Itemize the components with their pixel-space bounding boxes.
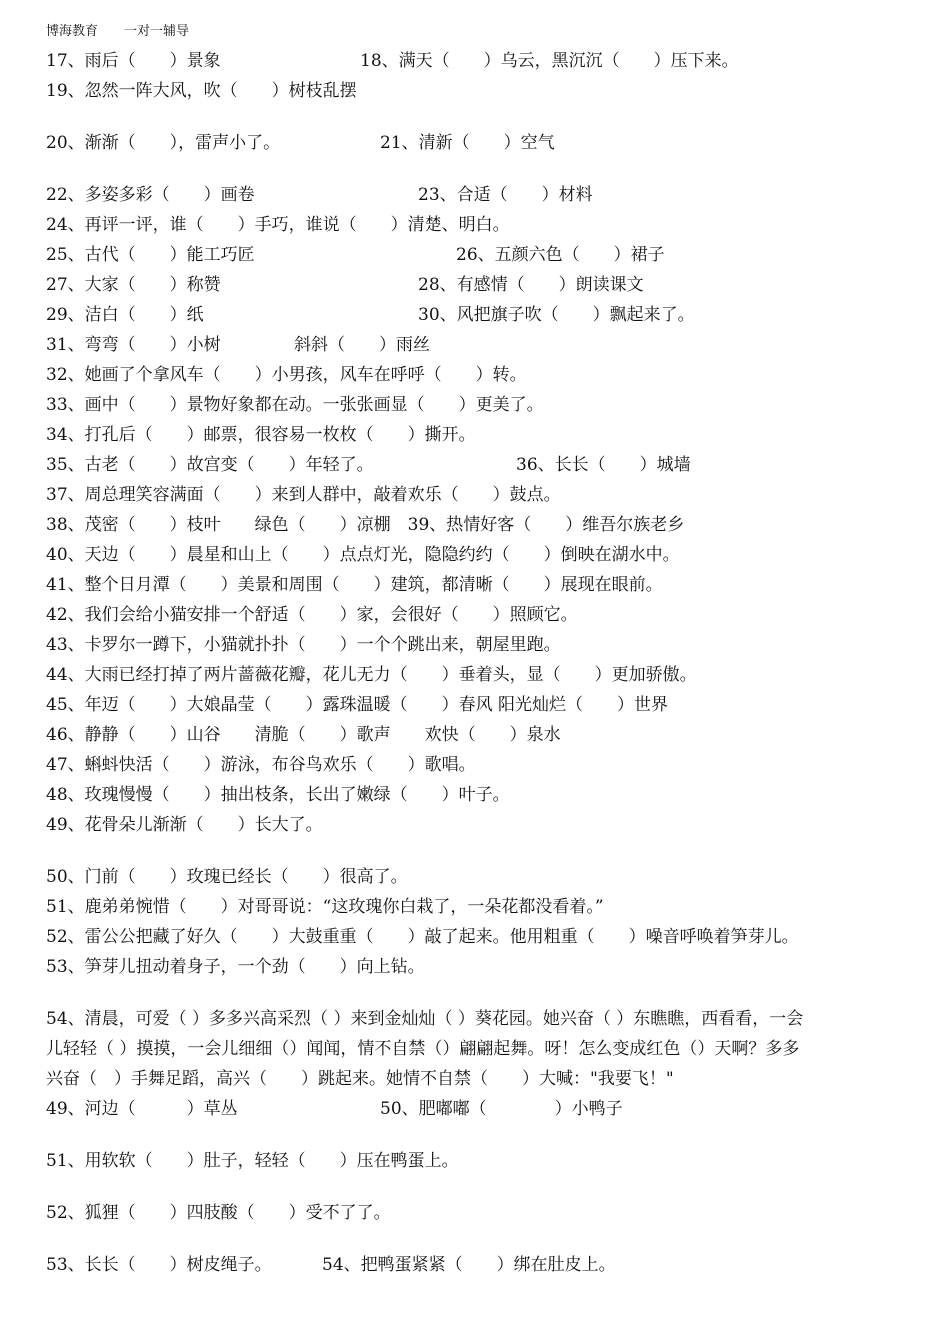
exercise-line	[46, 926, 799, 948]
exercise-line	[46, 604, 578, 626]
exercise-item: 49、河边（ ）草丛	[46, 1099, 238, 1119]
exercise-line	[46, 514, 684, 536]
exercise-line	[46, 454, 691, 476]
exercise-item: 53、笋芽儿扭动着身子，一个劲（ ）向上钻。	[46, 957, 425, 977]
exercise-item: 兴奋（ ）手舞足蹈，高兴（ ）跳起来。她情不自禁（ ）大喊："我要飞！"	[46, 1069, 674, 1089]
exercise-item: 36、长长（ ）城墙	[516, 455, 691, 475]
exercise-item: 52、狐狸（ ）四肢酸（ ）受不了了。	[46, 1203, 391, 1223]
exercise-item: 25、古代（ ）能工巧匠	[46, 245, 255, 265]
exercise-item: 53、长长（ ）树皮绳子。	[46, 1255, 272, 1275]
exercise-item: 52、雷公公把藏了好久（ ）大鼓重重（ ）敲了起来。他用粗重（ ）噪音呼唤着笋芽儿。	[46, 927, 799, 947]
exercise-line	[46, 1202, 391, 1224]
exercise-item: 37、周总理笑容满面（ ）来到人群中，敲着欢乐（ ）鼓点。	[46, 485, 561, 505]
exercise-item: 30、风把旗子吹（ ）飘起来了。	[418, 305, 695, 325]
page-header: 博海教育 一对一辅导	[46, 24, 190, 39]
exercise-item: 35、古老（ ）故宫变（ ）年轻了。	[46, 455, 374, 475]
exercise-item: 31、弯弯（ ）小树	[46, 335, 221, 355]
exercise-item: 23、合适（ ）材料	[418, 185, 593, 205]
exercise-line	[46, 694, 668, 716]
exercise-item: 19、忽然一阵大风，吹（ ）树枝乱摆	[46, 81, 357, 101]
exercise-item: 54、清晨，可爱（ ）多多兴高采烈（ ）来到金灿灿（ ）葵花园。她兴奋（ ）东瞧瞧，西看看，一会	[46, 1009, 804, 1029]
exercise-line	[46, 866, 408, 888]
exercise-item: 26、五颜六色（ ）裙子	[456, 245, 665, 265]
exercise-item: 50、肥嘟嘟（ ）小鸭子	[380, 1099, 623, 1119]
exercise-line	[46, 364, 527, 386]
exercise-line	[46, 754, 476, 776]
exercise-line	[46, 574, 663, 596]
exercise-item: 20、渐渐（ ），雷声小了。	[46, 133, 281, 153]
exercise-line	[46, 484, 561, 506]
exercise-item: 32、她画了个拿风车（ ）小男孩，风车在呼呼（ ）转。	[46, 365, 527, 385]
exercise-item: 46、静静（ ）山谷 清脆（ ）歌声 欢快（ ）泉水	[46, 725, 561, 745]
exercise-line	[46, 184, 593, 206]
exercise-line	[46, 50, 739, 72]
exercise-line	[46, 244, 665, 266]
exercise-line	[46, 724, 561, 746]
exercise-line	[46, 664, 697, 686]
exercise-line	[46, 1008, 803, 1030]
exercise-line	[46, 394, 544, 416]
exercise-line	[46, 1254, 616, 1276]
exercise-line	[46, 80, 357, 102]
exercise-line	[46, 1150, 459, 1172]
exercise-item: 40、天边（ ）晨星和山上（ ）点点灯光，隐隐约约（ ）倒映在湖水中。	[46, 545, 680, 565]
exercise-item: 22、多姿多彩（ ）画卷	[46, 185, 255, 205]
exercise-item: 21、清新（ ）空气	[380, 133, 555, 153]
exercise-item: 18、满天（ ）乌云，黑沉沉（ ）压下来。	[360, 51, 739, 71]
exercise-item: 斜斜（ ）雨丝	[294, 335, 430, 355]
exercise-item: 34、打孔后（ ）邮票，很容易一枚枚（ ）撕开。	[46, 425, 476, 445]
exercise-item: 51、用软软（ ）肚子，轻轻（ ）压在鸭蛋上。	[46, 1151, 459, 1171]
exercise-item: 33、画中（ ）景物好象都在动。一张张画显（ ）更美了。	[46, 395, 544, 415]
exercise-line	[46, 814, 323, 836]
exercise-line	[46, 634, 561, 656]
exercise-line	[46, 1068, 674, 1090]
exercise-item: 41、整个日月潭（ ）美景和周围（ ）建筑，都清晰（ ）展现在眼前。	[46, 575, 663, 595]
exercise-item: 24、再评一评，谁（ ）手巧，谁说（ ）清楚、明白。	[46, 215, 510, 235]
exercise-item: 54、把鸭蛋紧紧（ ）绑在肚皮上。	[322, 1255, 616, 1275]
exercise-line	[46, 132, 555, 154]
exercise-line	[46, 956, 425, 978]
exercise-item: 49、花骨朵儿渐渐（ ）长大了。	[46, 815, 323, 835]
exercise-item: 17、雨后（ ）景象	[46, 51, 221, 71]
exercise-item: 28、有感情（ ）朗读课文	[418, 275, 644, 295]
exercise-item: 45、年迈（ ）大娘晶莹（ ）露珠温暖（ ）春风 阳光灿烂（ ）世界	[46, 695, 669, 715]
exercise-line	[46, 214, 510, 236]
exercise-line	[46, 334, 430, 356]
exercise-item: 48、玫瑰慢慢（ ）抽出枝条，长出了嫩绿（ ）叶子。	[46, 785, 510, 805]
exercise-item: 50、门前（ ）玫瑰已经长（ ）很高了。	[46, 867, 408, 887]
exercise-item: 27、大家（ ）称赞	[46, 275, 221, 295]
exercise-item: 43、卡罗尔一蹲下，小猫就扑扑（ ）一个个跳出来，朝屋里跑。	[46, 635, 561, 655]
exercise-line	[46, 1098, 623, 1120]
exercise-item: 44、大雨已经打掉了两片蔷薇花瓣，花儿无力（ ）垂着头，显（ ）更加骄傲。	[46, 665, 697, 685]
exercise-item: 51、鹿弟弟惋惜（ ）对哥哥说：“这玫瑰你白栽了，一朵花都没看着。”	[46, 897, 604, 917]
exercise-item: 29、洁白（ ）纸	[46, 305, 204, 325]
exercise-line	[46, 274, 644, 296]
exercise-line	[46, 1038, 799, 1060]
exercise-item: 47、蝌蚪快活（ ）游泳，布谷鸟欢乐（ ）歌唱。	[46, 755, 476, 775]
exercise-line	[46, 896, 604, 918]
exercise-item: 38、茂密（ ）枝叶 绿色（ ）凉棚 39、热情好客（ ）维吾尔族老乡	[46, 515, 685, 535]
exercise-item: 儿轻轻（ ）摸摸，一会儿细细（）闻闻，情不自禁（）翩翩起舞。呀！怎么变成红色（）天啊？多多	[46, 1039, 800, 1059]
exercise-line	[46, 784, 510, 806]
exercise-line	[46, 304, 695, 326]
exercise-item: 42、我们会给小猫安排一个舒适（ ）家，会很好（ ）照顾它。	[46, 605, 578, 625]
exercise-line	[46, 544, 680, 566]
exercise-line	[46, 424, 476, 446]
